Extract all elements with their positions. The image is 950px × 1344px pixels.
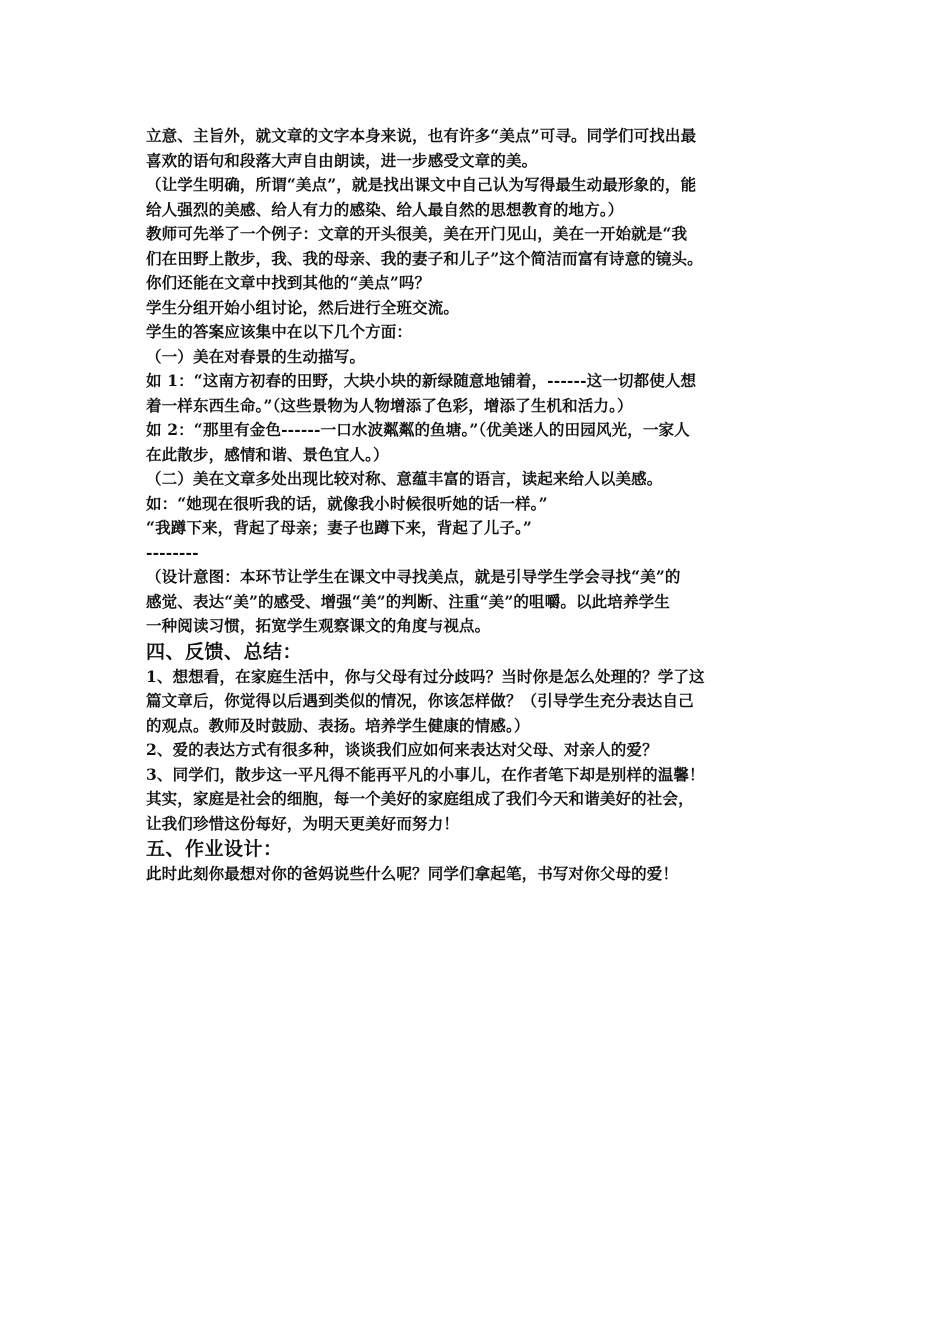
body-line: 学生的答案应该集中在以下几个方面：: [146, 322, 413, 341]
body-line: 如：“她现在很听我的话，就像我小时候很听她的话一样。”: [146, 493, 548, 513]
section4-line: 1、想想看，在家庭生活中，你与父母有过分歧吗？当时你是怎么处理的？学了这: [146, 666, 705, 686]
body-line: （让学生明确，所谓“美点”，就是找出课文中自己认为写得最生动最形象的，能: [146, 175, 697, 194]
dash-separator: --------: [146, 542, 199, 562]
body-line: （二）美在文章多处出现比较对称、意蕴丰富的语言，读起来给人以美感。: [146, 469, 663, 488]
body-line: 如 2：“那里有金色------一口水波粼粼的鱼塘。”（优美迷人的田园风光，一家人: [146, 420, 690, 439]
body-line: 着一样东西生命。”（这些景物为人物增添了色彩，增添了生机和活力。）: [146, 395, 633, 415]
section4-line: 其实，家庭是社会的细胞，每一个美好的家庭组成了我们今天和谐美好的社会，: [146, 789, 694, 808]
section4-line: 3、同学们，散步这一平凡得不能再平凡的小事儿，在作者笔下却是别样的温馨！: [146, 764, 705, 784]
body-line: 喜欢的语句和段落大声自由朗读，进一步感受文章的美。: [146, 150, 538, 170]
section4-line: 2、爱的表达方式有很多种，谈谈我们应如何来表达对父母、对亲人的爱？: [146, 740, 658, 759]
section-heading-feedback-summary: 四、反馈、总结：: [146, 640, 303, 663]
body-line: 给人强烈的美感、给人有力的感染、给人最自然的思想教育的地方。）: [146, 199, 624, 219]
design-intent-line: 一种阅读习惯，拓宽学生观察课文的角度与视点。: [146, 616, 491, 635]
design-intent-line: 感觉、表达“美”的感受、增强“美”的判断、注重“美”的咀嚼。以此培养学生: [146, 591, 670, 611]
body-line: 你们还能在文章中找到其他的“美点”吗？: [146, 273, 431, 292]
body-line: 在此散步，感情和谐、景色宜人。）: [146, 444, 389, 464]
body-line: “我蹲下来，背起了母亲；妻子也蹲下来，背起了儿子。”: [146, 518, 532, 537]
section-heading-homework: 五、作业设计：: [146, 838, 283, 860]
body-line: 如 1：“这南方初春的田野，大块小块的新绿随意地铺着，------这一切都使人想: [146, 371, 697, 390]
body-line: 立意、主旨外，就文章的文字本身来说，也有许多“美点”可寻。同学们可找出最: [146, 126, 697, 145]
document-page: [146, 124, 812, 887]
body-line: 学生分组开始小组讨论，然后进行全班交流。: [146, 297, 460, 317]
body-line: （一）美在对春景的生动描写。: [146, 346, 366, 366]
section4-line: 篇文章后，你觉得以后遇到类似的情况，你该怎样做？（引导学生充分表达自己: [146, 691, 694, 710]
section4-line: 的观点。教师及时鼓励、表扬。培养学生健康的情感。）: [146, 715, 530, 735]
body-line: 们在田野上散步，我、我的母亲、我的妻子和儿子”这个简洁而富有诗意的镜头。: [146, 248, 703, 268]
section5-line: 此时此刻你最想对你的爸妈说些什么呢？同学们拿起笔，书写对你父母的爱！: [146, 864, 679, 883]
body-line: 教师可先举了一个例子：文章的开头很美，美在开门见山，美在一开始就是“我: [146, 224, 688, 243]
design-intent-line: （设计意图：本环节让学生在课文中寻找美点，就是引导学生学会寻找“美”的: [146, 567, 681, 586]
section4-line: 让我们珍惜这份每好，为明天更美好而努力！: [146, 813, 460, 833]
